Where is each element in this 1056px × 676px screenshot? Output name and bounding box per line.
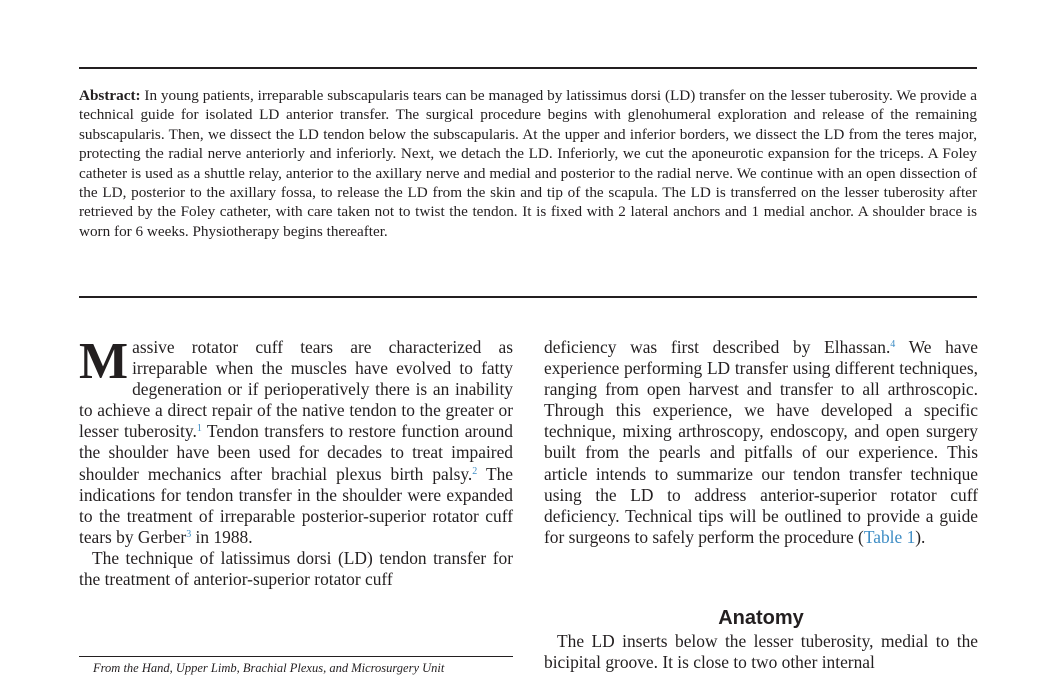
drop-cap: M [79, 333, 129, 390]
anatomy-heading: Anatomy [718, 607, 804, 629]
reference-2-link[interactable]: 2 [472, 465, 478, 477]
right-column [544, 337, 978, 548]
intro-text-3: The indications for tendon transfer in the shoulder were expanded to the treatment of irreparable posterior-superior rotator cuff tears by Gerber [79, 463, 513, 547]
reference-4-link[interactable]: 4 [890, 339, 896, 350]
intro-text-2: Tendon transfers to restore function around the shoulder have been used for decades to treat impaired shoulder mechanics after brachial plexus birth palsy. [79, 421, 513, 484]
anatomy-paragraph: The LD inserts below the lesser tuberosity, medial to the bicipital groove. It is close to two other internal [544, 631, 978, 673]
footnote-rule [79, 656, 513, 657]
intro-paragraph [79, 333, 513, 548]
continuation-paragraph [544, 337, 978, 548]
table-1-link[interactable]: Table 1 [863, 526, 916, 547]
intro-text-4: in 1988. [191, 526, 253, 547]
reference-3-link[interactable]: 3 [186, 528, 192, 540]
anatomy-section [544, 631, 978, 673]
continuation-text: deficiency was first described by Elhassan. [544, 337, 891, 357]
bottom-rule [79, 296, 977, 298]
continuation-text-2: We have experience performing LD transfer using different techniques, ranging from open harvest and transfer to all arthroscopic. Through this experience, we have developed a specific technique, mixing arthroscopy, endoscopy, and open surgery built from the pearls and pitfalls of our experience. This article intends to summarize our tendon transfer technique using the LD to address anterior-superior rotator cuff deficiency. Technical tips will be outlined to provide a guide for surgeons to safely perform the procedure ( [544, 337, 979, 547]
abstract-label: Abstract: [79, 87, 141, 104]
technique-paragraph: The technique of latissimus dorsi (LD) tendon transfer for the treatment of anterior-superior rotator cuff [79, 547, 513, 590]
continuation-text-3: ). [915, 526, 926, 547]
left-column [79, 333, 513, 590]
abstract [79, 86, 977, 241]
top-rule [79, 67, 977, 69]
abstract-text: In young patients, irreparable subscapularis tears can be managed by latissimus dorsi (LD) transfer on the lesser tuberosity. We provide a technical guide for isolated LD anterior transfer. The surgical procedure begins with glenohumeral exploration and release of the remaining subscapularis. Then, we dissect the LD tendon below the subscapularis. At the upper and inferior borders, we dissect the LD from the teres major, protecting the radial nerve anteriorly and inferiorly. Next, we detach the LD. Inferiorly, we cut the aponeurotic expansion for the triceps. A Foley catheter is used as a shuttle relay, anterior to the axillary nerve and medial and posterior to the radial nerve. We continue with an open dissection of the LD, posterior to the axillary fossa, to release the LD from the skin and tip of the scapula. The LD is transferred on the lesser tuberosity after retrieved by the Foley catheter, with care taken not to twist the tendon. It is fixed with 2 lateral anchors and 1 medial anchor. A shoulder brace is worn for 6 weeks. Physiotherapy begins thereafter. [79, 87, 977, 240]
intro-text: assive rotator cuff tears are characterized as irreparable when the muscles have evolved to fatty degeneration or if perioperatively there is an inability to achieve a direct repair of the native tendon to the greater or lesser tuberosity. [79, 337, 513, 442]
affiliation-footnote: From the Hand, Upper Limb, Brachial Plexus, and Microsurgery Unit [93, 661, 445, 675]
reference-1-link[interactable]: 1 [196, 423, 202, 435]
